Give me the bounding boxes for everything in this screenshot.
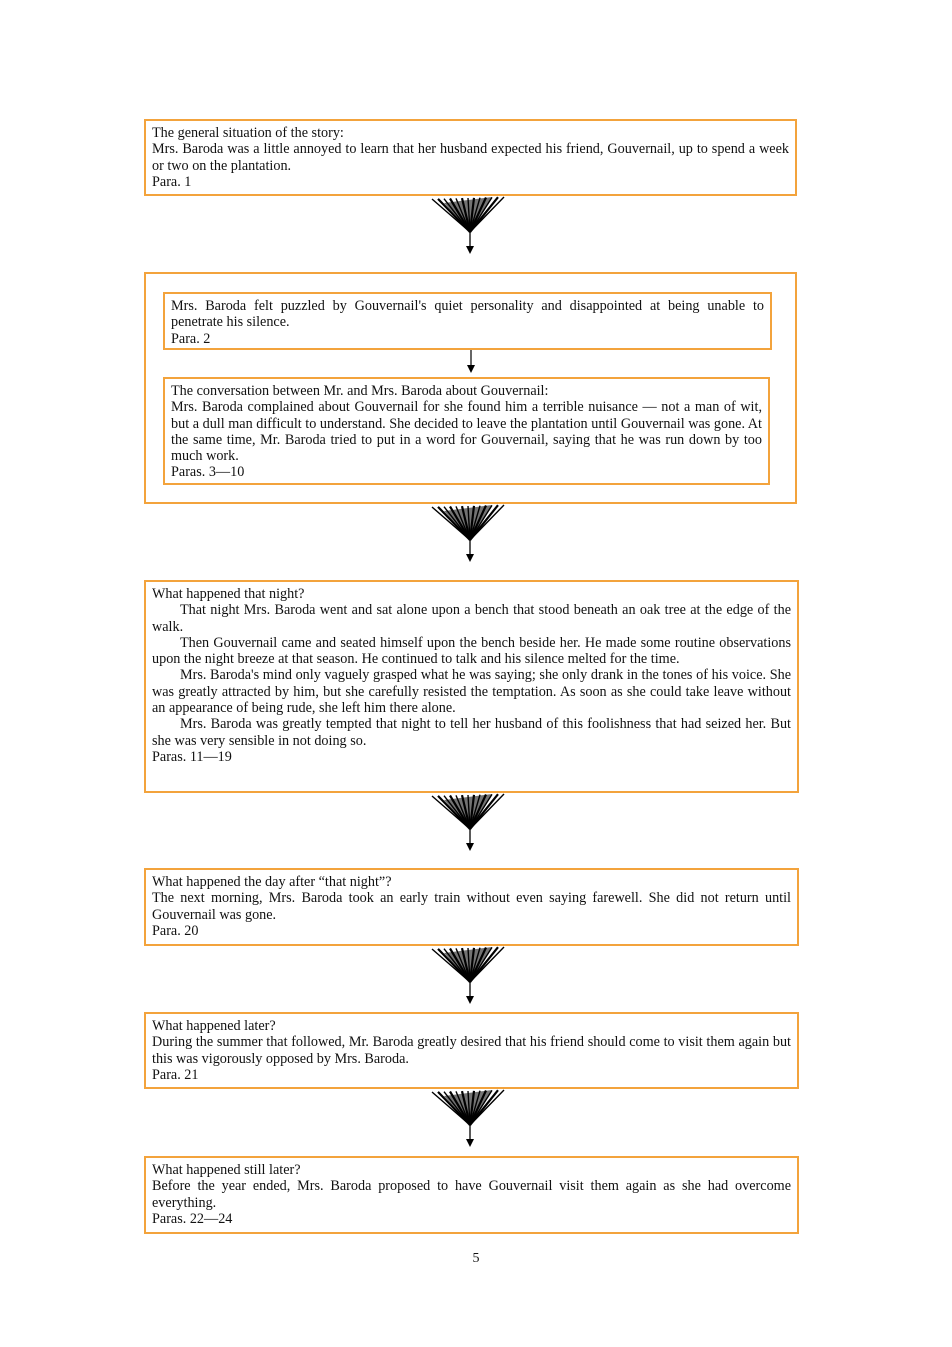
box-text: Mrs. Baroda was a little annoyed to learn that her husband expected his friend, Gouvernail, up to spend a week or two on the plantation. — [152, 141, 789, 174]
box-para-ref: Para. 2 — [171, 330, 211, 347]
box-that-night — [144, 580, 799, 793]
arrow-head-icon — [466, 1139, 474, 1147]
box-text: During the summer that followed, Mr. Baroda greatly desired that his friend should come to visit them again but this was vigorously opposed by Mrs. Baroda. — [152, 1034, 791, 1067]
fan-arrow-connector — [424, 196, 516, 256]
box-later — [144, 1012, 799, 1089]
fan-arrow-connector — [424, 793, 516, 853]
box-general-situation — [144, 119, 797, 196]
box-day-after — [144, 868, 799, 946]
fan-arrow-connector — [424, 1089, 516, 1149]
box-para-ref: Paras. 11—19 — [152, 748, 232, 765]
arrow-head-icon — [466, 554, 474, 562]
box-puzzled — [163, 292, 772, 350]
box-heading: What happened that night? — [152, 586, 305, 602]
arrow-head-icon — [466, 246, 474, 254]
box-paragraph: Mrs. Baroda's mind only vaguely grasped what he was saying; she only drank in the tones of his voice. She was greatly attracted by him, but she carefully resisted the temptation. As soon as she could take leave without an appearance of being rude, she left him there alone. — [152, 667, 791, 717]
box-conversation — [163, 377, 770, 485]
down-arrow-icon — [465, 350, 477, 374]
box-heading: What happened later? — [152, 1018, 276, 1034]
page-number: 5 — [472, 1251, 480, 1266]
box-heading: What happened still later? — [152, 1162, 301, 1178]
box-para-ref: Para. 1 — [152, 173, 192, 190]
fan-arrow-connector — [424, 946, 516, 1006]
box-para-ref: Para. 21 — [152, 1066, 199, 1083]
box-text: The next morning, Mrs. Baroda took an early train without even saying farewell. She did not return until Gouvernail was gone. — [152, 890, 791, 923]
box-heading: The conversation between Mr. and Mrs. Baroda about Gouvernail: — [171, 383, 549, 399]
box-paragraph: Then Gouvernail came and seated himself upon the bench beside her. He made some routine observations upon the night breeze at that season. He continued to talk and his silence melted for the time. — [152, 634, 791, 668]
box-still-later — [144, 1156, 799, 1234]
box-para-ref: Para. 20 — [152, 922, 199, 939]
box-paragraph: That night Mrs. Baroda went and sat alone upon a bench that stood beneath an oak tree at the edge of the walk. — [152, 602, 791, 635]
box-heading: What happened the day after “that night”? — [152, 874, 392, 890]
box-text: Before the year ended, Mrs. Baroda proposed to have Gouvernail visit them again as she had overcome everything. — [152, 1178, 791, 1211]
fan-wedge-icon — [432, 794, 504, 829]
fan-wedge-icon — [432, 947, 504, 982]
fan-wedge-icon — [432, 1090, 504, 1125]
fan-wedge-icon — [432, 505, 504, 540]
box-para-ref: Paras. 3—10 — [171, 464, 245, 481]
box-text: Mrs. Baroda complained about Gouvernail for she found him a terrible nuisance — not a man of wit, but a dull man difficult to understand. She decided to leave the plantation until Gouvernail was gone. At the same time, Mr. Baroda tried to put in a word for Gouvernail, saying that he was run down by too much work. — [171, 399, 762, 465]
fan-arrow-connector — [424, 504, 516, 564]
arrow-head-icon — [466, 996, 474, 1004]
box-paragraph: Mrs. Baroda was greatly tempted that night to tell her husband of this foolishness that had seized her. But she was very sensible in not doing so. — [152, 716, 791, 749]
box-heading: The general situation of the story: — [152, 125, 344, 141]
box-text: Mrs. Baroda felt puzzled by Gouvernail's quiet personality and disappointed at being unable to penetrate his silence. — [171, 298, 764, 331]
arrow-head-icon — [466, 843, 474, 851]
fan-wedge-icon — [432, 197, 504, 232]
box-para-ref: Paras. 22—24 — [152, 1210, 233, 1227]
